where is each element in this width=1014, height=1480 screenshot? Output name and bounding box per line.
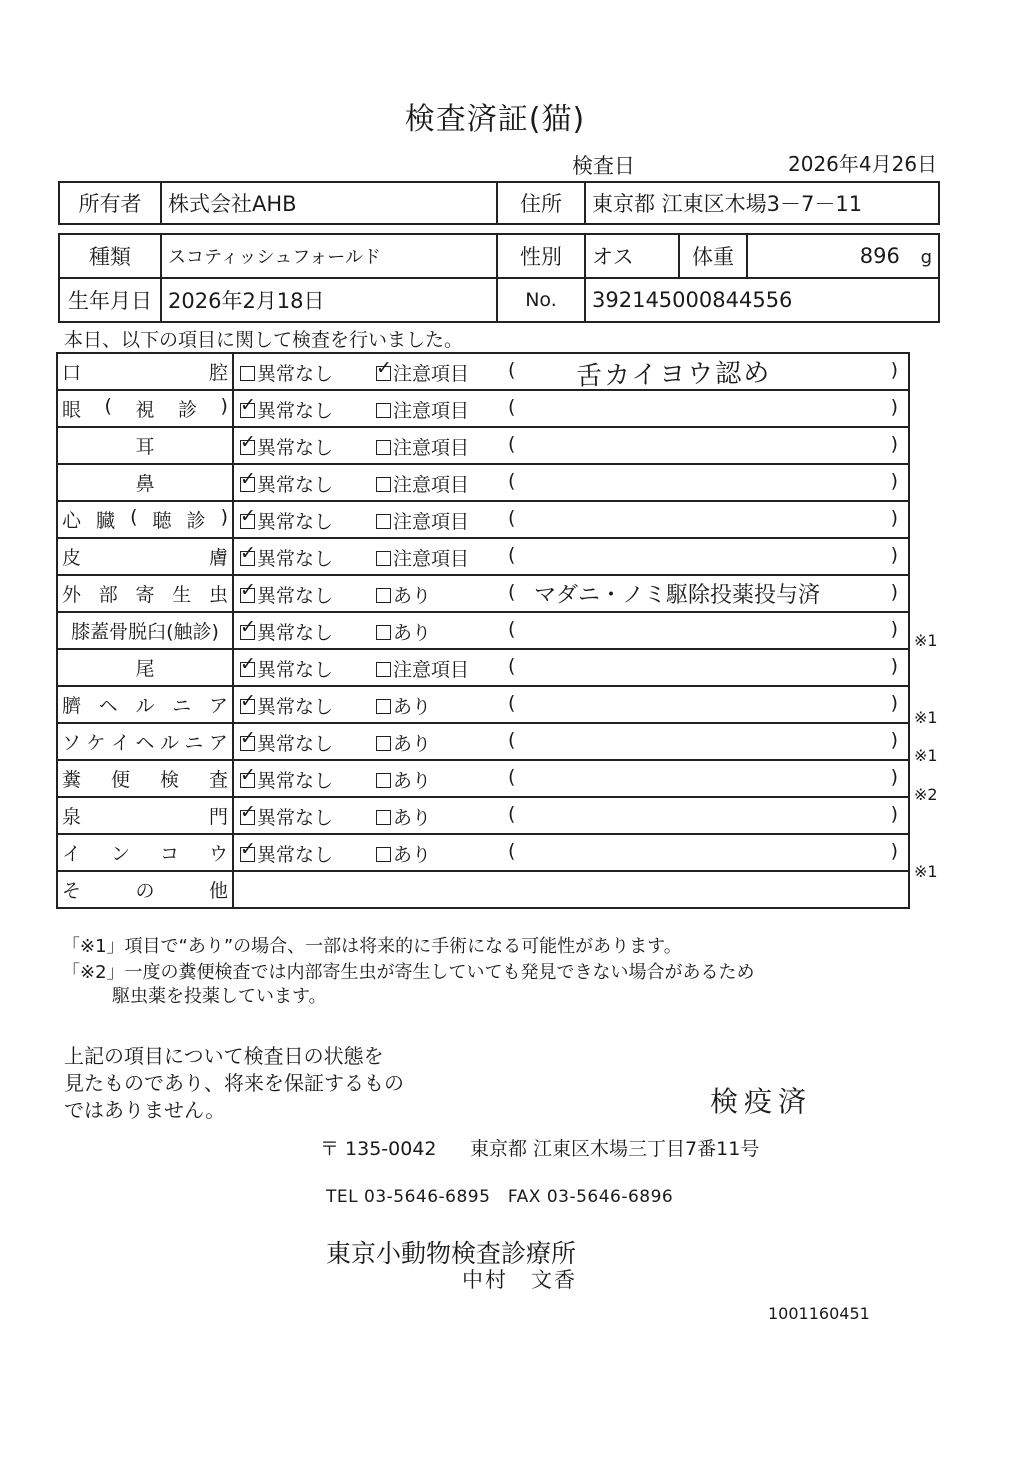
exam-row bbox=[57, 575, 909, 612]
checkbox-icon[interactable] bbox=[240, 847, 255, 862]
attention-label: 注意項目 bbox=[393, 437, 470, 459]
exam-item-label bbox=[57, 723, 233, 760]
normal-option[interactable] bbox=[240, 692, 333, 719]
exam-item-char: 検 bbox=[159, 769, 179, 791]
exam-item-label bbox=[57, 797, 233, 834]
paren-close: ) bbox=[890, 840, 898, 862]
exam-options bbox=[233, 390, 909, 427]
birth-value: 2026年2月18日 bbox=[161, 278, 497, 322]
attention-label: あり bbox=[393, 807, 432, 829]
quarantine-stamp: 検疫済 bbox=[710, 1085, 813, 1118]
exam-item-label bbox=[57, 760, 233, 797]
exam-item-label bbox=[57, 612, 233, 649]
owner-value: 株式会社AHB bbox=[161, 182, 497, 224]
exam-item-char: ア bbox=[208, 695, 228, 717]
exam-item-char: ) bbox=[220, 506, 228, 528]
paren-open: ( bbox=[508, 618, 516, 640]
checkbox-icon[interactable] bbox=[376, 625, 391, 640]
checkbox-icon[interactable] bbox=[376, 551, 391, 566]
normal-label: 異常なし bbox=[257, 622, 334, 644]
exam-item-char: 膝蓋骨脱臼(触診) bbox=[71, 621, 219, 643]
normal-label: 異常なし bbox=[257, 733, 334, 755]
normal-option[interactable] bbox=[240, 359, 333, 386]
exam-item-char: ル bbox=[135, 695, 155, 717]
exam-item-label bbox=[57, 501, 233, 538]
normal-option[interactable] bbox=[240, 581, 333, 608]
paren-close: ) bbox=[890, 766, 898, 788]
other-label-char: そ bbox=[62, 880, 82, 902]
paren-close: ) bbox=[890, 581, 898, 603]
document-title: 検査済証(猫) bbox=[404, 102, 586, 137]
normal-label: 異常なし bbox=[257, 474, 334, 496]
attention-option[interactable] bbox=[376, 840, 431, 867]
attention-option[interactable] bbox=[376, 692, 431, 719]
checkbox-icon[interactable] bbox=[376, 514, 391, 529]
paren-close: ) bbox=[890, 396, 898, 418]
attention-option[interactable] bbox=[376, 433, 469, 460]
clinic-name: 東京小動物検査診療所 bbox=[326, 1239, 577, 1268]
normal-option[interactable] bbox=[240, 470, 333, 497]
attention-label: あり bbox=[393, 696, 432, 718]
note-mark: ※1 bbox=[914, 707, 938, 727]
paren-open: ( bbox=[508, 507, 516, 529]
paren-close: ) bbox=[890, 359, 898, 381]
attention-label: あり bbox=[393, 844, 432, 866]
attention-option[interactable] bbox=[376, 766, 431, 793]
exam-options bbox=[233, 797, 909, 834]
paren-close: ) bbox=[890, 544, 898, 566]
other-value[interactable] bbox=[233, 871, 909, 908]
exam-item-char: ニ bbox=[184, 732, 204, 754]
attention-label: あり bbox=[393, 622, 432, 644]
attention-label: あり bbox=[393, 585, 432, 607]
exam-options bbox=[233, 575, 909, 612]
animal-table bbox=[58, 233, 940, 323]
exam-item-char: 眼 bbox=[62, 399, 82, 421]
checkbox-icon[interactable] bbox=[240, 403, 255, 418]
exam-options bbox=[233, 427, 909, 464]
checkbox-icon[interactable] bbox=[240, 625, 255, 640]
checkbox-icon[interactable] bbox=[240, 588, 255, 603]
birth-label: 生年月日 bbox=[59, 278, 161, 322]
attention-label: あり bbox=[393, 733, 432, 755]
checkbox-icon[interactable] bbox=[240, 810, 255, 825]
exam-item-char: ウ bbox=[208, 843, 228, 865]
checkbox-icon[interactable] bbox=[376, 773, 391, 788]
exam-row bbox=[57, 390, 909, 427]
paren-open: ( bbox=[508, 840, 516, 862]
normal-option[interactable] bbox=[240, 507, 333, 534]
exam-item-char: イ bbox=[110, 732, 130, 754]
exam-item-label bbox=[57, 464, 233, 501]
exam-row-other bbox=[57, 871, 909, 908]
paren-close: ) bbox=[890, 803, 898, 825]
sex-label: 性別 bbox=[497, 234, 585, 278]
normal-option[interactable] bbox=[240, 433, 333, 460]
normal-label: 異常なし bbox=[257, 400, 334, 422]
exam-options bbox=[233, 353, 909, 390]
exam-row bbox=[57, 612, 909, 649]
exam-row bbox=[57, 501, 909, 538]
exam-date: 2026年4月26日 bbox=[788, 152, 938, 176]
exam-item-char: 視 bbox=[135, 399, 155, 421]
exam-item-label bbox=[57, 649, 233, 686]
exam-date-label: 検査日 bbox=[572, 154, 635, 178]
exam-item-char: ニ bbox=[172, 695, 192, 717]
exam-options bbox=[233, 612, 909, 649]
checkbox-icon[interactable] bbox=[240, 736, 255, 751]
weight-label: 体重 bbox=[679, 234, 747, 278]
exam-item-char: 心 bbox=[62, 510, 82, 532]
exam-item-char: 臍 bbox=[62, 695, 82, 717]
exam-item-char: 外 bbox=[62, 584, 82, 606]
exam-row bbox=[57, 538, 909, 575]
normal-label: 異常なし bbox=[257, 770, 334, 792]
exam-item-char: 部 bbox=[98, 584, 118, 606]
exam-item-char: 査 bbox=[208, 769, 228, 791]
handwritten-note: 舌カイヨウ認め bbox=[575, 358, 772, 392]
exam-item-char: イ bbox=[62, 843, 82, 865]
exam-item-char: ( bbox=[130, 506, 138, 528]
attention-option[interactable] bbox=[376, 544, 469, 571]
exam-row bbox=[57, 723, 909, 760]
exam-item-char: ケ bbox=[86, 732, 106, 754]
exam-item-label bbox=[57, 427, 233, 464]
checkbox-icon[interactable] bbox=[240, 699, 255, 714]
weight-value: 896 bbox=[859, 244, 900, 268]
checkbox-icon[interactable] bbox=[240, 477, 255, 492]
paren-open: ( bbox=[508, 396, 516, 418]
normal-option[interactable] bbox=[240, 618, 333, 645]
normal-option[interactable] bbox=[240, 803, 333, 830]
exam-item-char: ヘ bbox=[135, 732, 155, 754]
disclaimer-line-1: 上記の項目について検査日の状態を bbox=[64, 1044, 384, 1068]
other-label bbox=[57, 871, 233, 908]
intro-text: 本日、以下の項目に関して検査を行いました。 bbox=[64, 329, 464, 351]
paren-open: ( bbox=[508, 433, 516, 455]
normal-option[interactable] bbox=[240, 766, 333, 793]
exam-item-char: 門 bbox=[208, 806, 228, 828]
checkbox-icon[interactable] bbox=[240, 551, 255, 566]
exam-item-char: 皮 bbox=[62, 547, 82, 569]
checkbox-icon[interactable] bbox=[376, 588, 391, 603]
paren-close: ) bbox=[890, 470, 898, 492]
paren-close: ) bbox=[890, 729, 898, 751]
paren-open: ( bbox=[508, 470, 516, 492]
paren-open: ( bbox=[508, 729, 516, 751]
breed-value: スコティッシュフォールド bbox=[161, 234, 497, 278]
disclaimer-line-3: ではありません。 bbox=[64, 1098, 226, 1122]
attention-option[interactable] bbox=[376, 359, 469, 386]
exam-row bbox=[57, 686, 909, 723]
paren-open: ( bbox=[508, 581, 516, 603]
checkbox-icon[interactable] bbox=[240, 773, 255, 788]
attention-option[interactable] bbox=[376, 655, 469, 682]
normal-label: 異常なし bbox=[257, 437, 334, 459]
checkbox-icon[interactable] bbox=[376, 403, 391, 418]
exam-item-char: 尾 bbox=[135, 658, 155, 680]
attention-label: 注意項目 bbox=[393, 363, 470, 385]
exam-item-char: ( bbox=[104, 395, 112, 417]
normal-label: 異常なし bbox=[257, 548, 334, 570]
normal-label: 異常なし bbox=[257, 696, 334, 718]
exam-options bbox=[233, 723, 909, 760]
breed-label: 種類 bbox=[59, 234, 161, 278]
exam-item-char: 耳 bbox=[135, 436, 155, 458]
normal-option[interactable] bbox=[240, 396, 333, 423]
exam-options bbox=[233, 686, 909, 723]
exam-row bbox=[57, 760, 909, 797]
exam-row bbox=[57, 464, 909, 501]
exam-options bbox=[233, 501, 909, 538]
normal-label: 異常なし bbox=[257, 807, 334, 829]
exam-table bbox=[56, 352, 910, 909]
exam-options bbox=[233, 834, 909, 871]
clinic-postal: 〒 135-0042 bbox=[320, 1138, 437, 1160]
sex-value: オス bbox=[585, 234, 679, 278]
note-mark: ※1 bbox=[914, 746, 938, 765]
footnote-1: 「※1」項目で“あり”の場合、一部は将来的に手術になる可能性があります。 bbox=[62, 936, 682, 957]
exam-row bbox=[57, 427, 909, 464]
checkbox-icon[interactable] bbox=[376, 662, 391, 677]
normal-label: 異常なし bbox=[257, 511, 334, 533]
exam-row bbox=[57, 353, 909, 390]
exam-item-char: 泉 bbox=[62, 806, 82, 828]
attention-label: あり bbox=[393, 770, 432, 792]
footnote-2-continued: 駆虫薬を投薬しています。 bbox=[112, 986, 327, 1007]
checkbox-icon[interactable] bbox=[240, 366, 255, 381]
attention-option[interactable] bbox=[376, 581, 431, 608]
exam-item-label bbox=[57, 834, 233, 871]
attention-option[interactable] bbox=[376, 618, 431, 645]
attention-option[interactable] bbox=[376, 396, 469, 423]
exam-item-char: 腔 bbox=[208, 362, 228, 384]
exam-item-char: 膚 bbox=[208, 547, 228, 569]
normal-label: 異常なし bbox=[257, 844, 334, 866]
normal-label: 異常なし bbox=[257, 659, 334, 681]
exam-item-label bbox=[57, 575, 233, 612]
disclaimer-line-2: 見たものであり、将来を保証するもの bbox=[64, 1071, 404, 1095]
paren-open: ( bbox=[508, 544, 516, 566]
normal-option[interactable] bbox=[240, 655, 333, 682]
checkbox-icon[interactable] bbox=[376, 699, 391, 714]
exam-item-label bbox=[57, 686, 233, 723]
exam-row bbox=[57, 649, 909, 686]
exam-row bbox=[57, 797, 909, 834]
normal-label: 異常なし bbox=[257, 363, 334, 385]
exam-options bbox=[233, 760, 909, 797]
attention-option[interactable] bbox=[376, 470, 469, 497]
exam-options bbox=[233, 538, 909, 575]
footnote-2: 「※2」一度の糞便検査では内部寄生虫が寄生していても発見できない場合があるため bbox=[62, 962, 755, 983]
attention-label: 注意項目 bbox=[393, 511, 470, 533]
owner-label: 所有者 bbox=[59, 182, 161, 224]
normal-option[interactable] bbox=[240, 840, 333, 867]
remark-text: マダニ・ノミ駆除投薬投与済 bbox=[534, 583, 821, 608]
other-label-char: 他 bbox=[208, 880, 228, 902]
attention-label: 注意項目 bbox=[393, 548, 470, 570]
weight-cell bbox=[747, 234, 939, 278]
exam-item-label bbox=[57, 538, 233, 575]
exam-options bbox=[233, 649, 909, 686]
checkbox-icon[interactable] bbox=[376, 847, 391, 862]
checkbox-icon[interactable] bbox=[376, 440, 391, 455]
paren-close: ) bbox=[890, 655, 898, 677]
exam-options bbox=[233, 464, 909, 501]
exam-item-char: 生 bbox=[172, 584, 192, 606]
exam-item-char: 診 bbox=[186, 510, 206, 532]
exam-item-char: ル bbox=[159, 732, 179, 754]
paren-open: ( bbox=[508, 359, 516, 381]
attention-option[interactable] bbox=[376, 507, 469, 534]
exam-item-char: 臓 bbox=[96, 510, 116, 532]
paren-close: ) bbox=[890, 433, 898, 455]
exam-item-char: コ bbox=[159, 843, 179, 865]
exam-item-label bbox=[57, 353, 233, 390]
note-mark: ※1 bbox=[914, 630, 938, 650]
exam-item-char: ア bbox=[208, 732, 228, 754]
exam-item-char: 糞 bbox=[62, 769, 82, 791]
no-value: 392145000844556 bbox=[585, 278, 939, 322]
exam-item-char: 寄 bbox=[135, 584, 155, 606]
checkbox-icon[interactable] bbox=[376, 736, 391, 751]
normal-option[interactable] bbox=[240, 729, 333, 756]
no-label: No. bbox=[497, 278, 585, 322]
address-label: 住所 bbox=[497, 182, 585, 224]
paren-close: ) bbox=[890, 618, 898, 640]
attention-option[interactable] bbox=[376, 729, 431, 756]
exam-item-char: 虫 bbox=[208, 584, 228, 606]
other-label-char: の bbox=[135, 880, 155, 902]
exam-item-label bbox=[57, 390, 233, 427]
checkbox-icon[interactable] bbox=[240, 440, 255, 455]
clinic-address: 東京都 江東区木場三丁目7番11号 bbox=[470, 1138, 760, 1160]
clinic-phones: TEL 03-5646-6895 FAX 03-5646-6896 bbox=[326, 1187, 674, 1207]
note-mark: ※1 bbox=[914, 861, 938, 881]
checkbox-icon[interactable] bbox=[376, 366, 391, 381]
exam-item-char: 診 bbox=[178, 399, 198, 421]
exam-row bbox=[57, 834, 909, 871]
checkbox-icon[interactable] bbox=[376, 477, 391, 492]
exam-item-char: 鼻 bbox=[135, 473, 155, 495]
checkbox-icon[interactable] bbox=[376, 810, 391, 825]
weight-unit: g bbox=[920, 247, 932, 268]
exam-item-char: ) bbox=[220, 395, 228, 417]
attention-label: 注意項目 bbox=[393, 474, 470, 496]
exam-item-char: ン bbox=[110, 843, 130, 865]
attention-label: 注意項目 bbox=[393, 400, 470, 422]
normal-label: 異常なし bbox=[257, 585, 334, 607]
paren-close: ) bbox=[890, 507, 898, 529]
paren-open: ( bbox=[508, 766, 516, 788]
paren-close: ) bbox=[890, 692, 898, 714]
paren-open: ( bbox=[508, 692, 516, 714]
checkbox-icon[interactable] bbox=[240, 514, 255, 529]
paren-open: ( bbox=[508, 655, 516, 677]
owner-table bbox=[58, 181, 940, 225]
exam-item-char: 口 bbox=[62, 362, 82, 384]
address-value: 東京都 江東区木場3－7－11 bbox=[585, 182, 939, 224]
exam-item-char: 聴 bbox=[152, 510, 172, 532]
certificate-number: 1001160451 bbox=[768, 1304, 870, 1323]
normal-option[interactable] bbox=[240, 544, 333, 571]
vet-name: 中村 文香 bbox=[462, 1268, 577, 1292]
exam-item-char: ソ bbox=[62, 732, 82, 754]
attention-option[interactable] bbox=[376, 803, 431, 830]
checkbox-icon[interactable] bbox=[240, 662, 255, 677]
paren-open: ( bbox=[508, 803, 516, 825]
exam-item-char: 便 bbox=[110, 769, 130, 791]
exam-item-char: ヘ bbox=[98, 695, 118, 717]
attention-label: 注意項目 bbox=[393, 659, 470, 681]
note-mark: ※2 bbox=[914, 784, 938, 804]
